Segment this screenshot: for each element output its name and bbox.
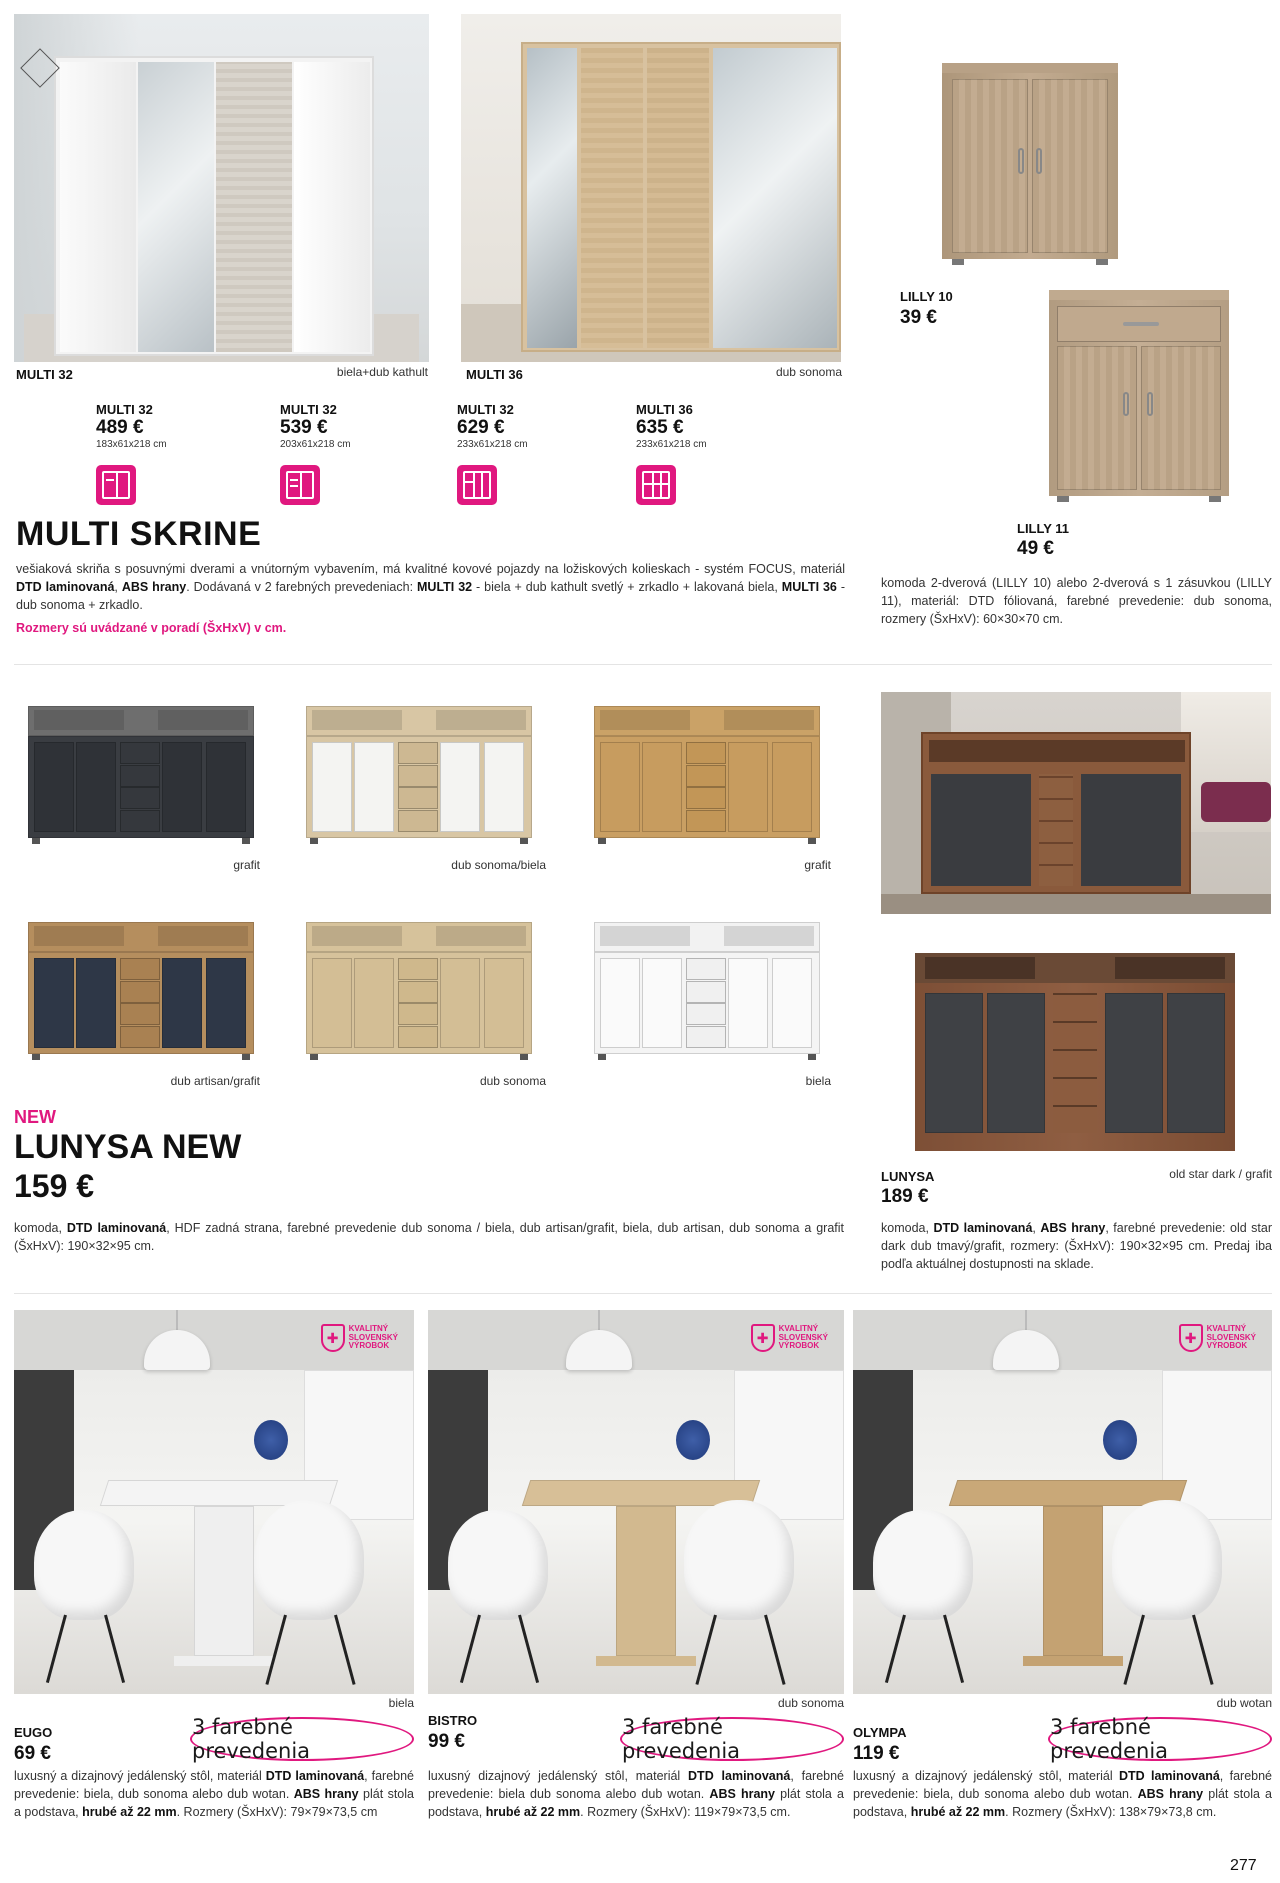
multi-description (16, 561, 845, 614)
table-price: 69 € (14, 1743, 51, 1764)
table-name: EUGO (14, 1725, 53, 1740)
lunysa-color: old star dark / grafit (1169, 1167, 1272, 1181)
swatch-color-label: biela (805, 1074, 831, 1088)
desc-text: luxusný a dizajnový jedálenský stôl, materiál (853, 1769, 1119, 1783)
desc-text: , (1032, 1221, 1041, 1235)
variant-name: MULTI 32 (280, 402, 337, 417)
desc-text: luxusný dizajnový jedálenský stôl, materiál (428, 1769, 689, 1783)
color-variants-badge: 3 farebné prevedenia (1048, 1717, 1272, 1761)
desc-bold: hrubé až 22 mm (82, 1804, 177, 1819)
variant-price: 489 € (96, 417, 144, 438)
quality-line: VÝROBOK (1206, 1341, 1248, 1351)
desc-text: - biela + dub kathult svetlý + zrkadlo + lakovaná biela, (472, 579, 782, 594)
lunysa-description (881, 1220, 1272, 1273)
desc-bold: ABS hrany (121, 579, 187, 594)
table-name: OLYMPA (853, 1725, 907, 1740)
desc-bold: MULTI 36 (781, 579, 837, 594)
wardrobe-3-door-icon (457, 465, 497, 505)
sideboard-swatch-image (306, 922, 532, 1060)
variant-dims: 233x61x218 cm (636, 439, 707, 450)
desc-text: , HDF zadná strana, farebné prevedenie dub sonoma / biela, dub artisan/grafit, biela, dub artisan, dub sonoma a grafit (ŠxHxV): 190×32×95 cm. (14, 1221, 844, 1253)
table-price: 119 € (853, 1743, 900, 1764)
desc-text: plát stola a podstava, (428, 1786, 844, 1819)
swatch-color-label: grafit (233, 858, 260, 872)
lilly-11-price: 49 € (1017, 538, 1054, 559)
lunysa-new-price: 159 € (14, 1168, 95, 1204)
desc-text: , farebné prevedenie: biela, dub sonoma alebo dub wotan. (14, 1769, 414, 1801)
variant-name: MULTI 32 (96, 402, 153, 417)
sideboard-swatch-image (28, 706, 254, 844)
color-variants-badge: 3 farebné prevedenia (620, 1717, 844, 1761)
multi-title: MULTI SKRINE (16, 515, 262, 553)
quality-line: KVALITNÝ (778, 1323, 819, 1333)
desc-bold: ABS hrany (1040, 1221, 1106, 1235)
variant-name: MULTI 36 (636, 402, 693, 417)
table-price: 99 € (428, 1731, 465, 1752)
variant-dims: 233x61x218 cm (457, 439, 528, 450)
desc-text: , farebné prevedenie: biela dub sonoma alebo dub wotan. (428, 1769, 844, 1801)
desc-text: komoda, (881, 1221, 934, 1235)
lilly-10-price: 39 € (900, 307, 937, 328)
desc-text: . Rozmery (ŠxHxV): 138×79×73,8 cm. (1005, 1804, 1217, 1819)
quality-badge (1179, 1324, 1256, 1352)
dining-table-photo (853, 1310, 1272, 1694)
dining-table-photo (14, 1310, 414, 1694)
variant-price: 629 € (457, 417, 505, 438)
desc-bold: DTD laminovaná (933, 1221, 1033, 1235)
table-color-label: dub wotan (1216, 1696, 1272, 1710)
lilly-11-name: LILLY 11 (1017, 521, 1070, 536)
color-variants-badge: 3 farebné prevedenia (190, 1717, 414, 1761)
lunysa-new-description (14, 1220, 844, 1256)
variant-price: 539 € (280, 417, 328, 438)
desc-bold: DTD laminovaná (265, 1769, 365, 1783)
lilly-10-name: LILLY 10 (900, 289, 953, 304)
multi-32-photo-label: MULTI 32 (16, 367, 73, 382)
desc-text: vešiaková skriňa s posuvnými dverami a vnútorným vybavením, má kvalitné kovové pojazdy na ložiskových kolieskach - systém FOCUS, materiál (16, 562, 845, 576)
table-description (853, 1768, 1272, 1821)
quality-line: SLOVENSKÝ (1206, 1332, 1256, 1342)
variant-name: MULTI 32 (457, 402, 514, 417)
desc-text: . Rozmery (ŠxHxV): 79×79×73,5 cm (176, 1804, 378, 1819)
swatch-color-label: dub sonoma/biela (451, 858, 546, 872)
multi-32-photo-color: biela+dub kathult (336, 365, 428, 379)
swatch-color-label: dub artisan/grafit (170, 1074, 260, 1088)
lilly-11-image (1049, 290, 1229, 502)
sideboard-swatch-image (28, 922, 254, 1060)
multi-32-photo (14, 14, 429, 362)
desc-text: komoda, (14, 1221, 67, 1235)
quality-line: KVALITNÝ (348, 1323, 389, 1333)
desc-text: - dub sonoma + zrkadlo. (16, 579, 845, 612)
table-description (14, 1768, 414, 1821)
lunysa-room-photo (881, 692, 1271, 914)
swatch-color-label: dub sonoma (479, 1074, 546, 1088)
desc-text: plát stola a podstava, (14, 1786, 414, 1819)
desc-bold: DTD laminovaná (66, 1221, 167, 1235)
multi-36-photo (461, 14, 841, 362)
divider (14, 1293, 1272, 1294)
wardrobe-2-door-icon (280, 465, 320, 505)
quality-line: VÝROBOK (778, 1341, 820, 1351)
slovak-shield-icon: ✚ (321, 1324, 345, 1352)
variant-price: 635 € (636, 417, 684, 438)
desc-bold: hrubé až 22 mm (910, 1804, 1006, 1819)
lunysa-name: LUNYSA (881, 1169, 935, 1184)
multi-36-photo-label: MULTI 36 (466, 367, 523, 382)
dining-table-photo (428, 1310, 844, 1694)
wardrobe-2-door-icon (96, 465, 136, 505)
quality-badge (321, 1324, 398, 1352)
desc-text: luxusný a dizajnový jedálenský stôl, materiál (14, 1769, 266, 1783)
lilly-description: komoda 2-dverová (LILLY 10) alebo 2-dverová s 1 zásuvkou (LILLY 11), materiál: DTD fóliovaná, farebné prevedenie: dub sonoma, rozmery (ŠxHxV): 60×30×70 cm. (881, 576, 1272, 626)
desc-bold: ABS hrany (293, 1786, 359, 1801)
desc-text: , farebné prevedenie: old star dark dub tmavý/grafit, rozmery: (ŠxHxV): 190×32×95 cm. Predaj iba podľa aktuálnej dostupnosti na sklade. (881, 1221, 1273, 1271)
lunysa-price: 189 € (881, 1186, 929, 1207)
new-badge: NEW (14, 1107, 56, 1127)
sideboard-swatch-image (594, 922, 820, 1060)
quality-line: SLOVENSKÝ (348, 1332, 398, 1342)
desc-bold: DTD laminovaná (688, 1769, 791, 1783)
lunysa-new-title: LUNYSA NEW (14, 1128, 242, 1166)
wardrobe-3-door-mirror-icon (636, 465, 676, 505)
desc-text: . Dodávaná v 2 farebných prevedeniach: (186, 579, 417, 594)
slovak-shield-icon: ✚ (1179, 1324, 1203, 1352)
quality-badge (751, 1324, 828, 1352)
desc-bold: DTD laminovaná (1118, 1769, 1220, 1783)
multi-36-photo-color: dub sonoma (775, 365, 842, 379)
sideboard-swatch-image (594, 706, 820, 844)
table-name: BISTRO (428, 1713, 478, 1728)
desc-bold: DTD laminovaná (16, 579, 115, 594)
divider (14, 664, 1272, 665)
desc-bold: MULTI 32 (417, 579, 473, 594)
sideboard-swatch-image (306, 706, 532, 844)
quality-line: VÝROBOK (348, 1341, 390, 1351)
table-description (428, 1768, 844, 1821)
variant-dims: 183x61x218 cm (96, 439, 167, 450)
table-color-label: biela (388, 1696, 414, 1710)
quality-line: SLOVENSKÝ (778, 1332, 828, 1342)
variant-dims: 203x61x218 cm (280, 439, 351, 450)
page-number: 277 (1230, 1857, 1257, 1874)
lunysa-product-image (915, 953, 1235, 1151)
swatch-color-label: grafit (804, 858, 831, 872)
dimension-note: Rozmery sú uvádzané v poradí (ŠxHxV) v cm. (16, 621, 287, 635)
desc-text: plát stola a podstava, (853, 1786, 1272, 1819)
desc-text: , (114, 579, 122, 594)
desc-text: , farebné prevedenie: biela, dub sonoma alebo dub wotan. (853, 1769, 1272, 1801)
slovak-shield-icon: ✚ (751, 1324, 775, 1352)
desc-bold: ABS hrany (1137, 1786, 1204, 1801)
table-color-label: dub sonoma (777, 1696, 844, 1710)
desc-text: . Rozmery (ŠxHxV): 119×79×73,5 cm. (580, 1804, 791, 1819)
desc-bold: hrubé až 22 mm (485, 1804, 581, 1819)
lilly-10-image (942, 63, 1118, 265)
quality-line: KVALITNÝ (1206, 1323, 1247, 1333)
desc-bold: ABS hrany (709, 1786, 776, 1801)
